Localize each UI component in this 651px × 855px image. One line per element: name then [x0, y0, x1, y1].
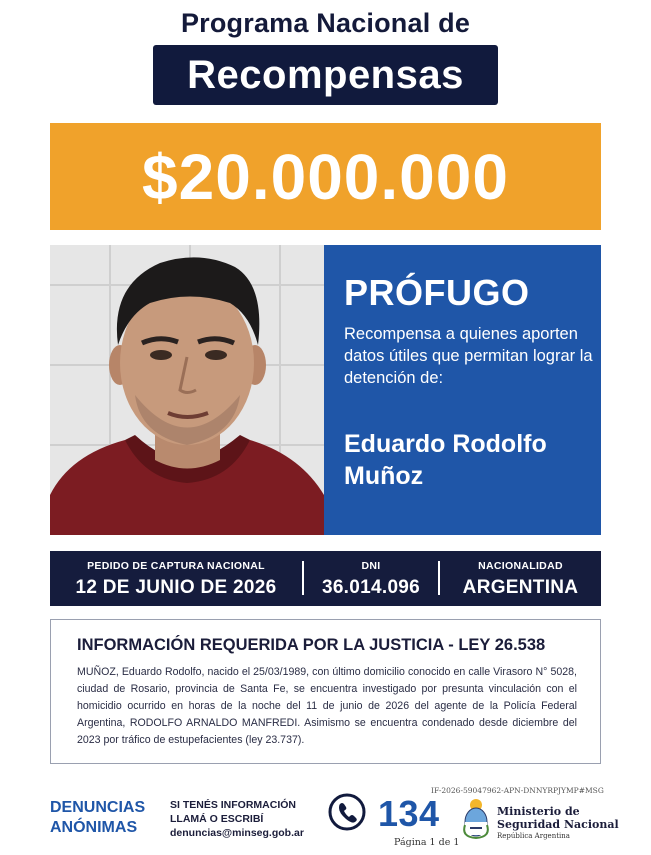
ministry-logo-text — [497, 805, 619, 841]
fugitive-name — [344, 428, 599, 492]
suspect-photo-illustration — [50, 245, 324, 535]
contact-line1: SI TENÉS INFORMACIÓN — [170, 799, 297, 811]
anonymous-reports-line2: ANÓNIMAS — [50, 819, 138, 836]
fugitive-status-title: PRÓFUGO — [344, 272, 530, 313]
dni-label: DNI — [361, 560, 381, 572]
capture-order-column — [50, 551, 302, 606]
header-title-box: Recompensas — [153, 45, 498, 105]
fugitive-panel — [324, 245, 601, 535]
capture-order-date: 12 DE JUNIO DE 2026 — [75, 577, 277, 598]
contact-email[interactable]: denuncias@minseg.gob.ar — [170, 827, 304, 839]
identity-info-bar — [50, 551, 601, 606]
page-number: Página 1 de 1 — [394, 837, 460, 848]
legal-title: INFORMACIÓN REQUERIDA POR LA JUSTICIA - LEY 26.538 — [77, 636, 546, 654]
nationality-column — [440, 551, 601, 606]
ministry-sub: República Argentina — [497, 832, 570, 840]
contact-info — [170, 798, 304, 840]
reward-description: Recompensa a quienes aporten datos útiles que permitan lograr la detención de: — [344, 325, 593, 387]
suspect-photo — [50, 245, 324, 535]
capture-order-label: PEDIDO DE CAPTURA NACIONAL — [87, 560, 265, 572]
argentina-coat-of-arms-icon — [461, 797, 491, 839]
header-title-line: Programa Nacional de — [180, 8, 471, 38]
reward-amount: $20.000.000 — [50, 123, 601, 230]
legal-info-box — [50, 619, 601, 764]
legal-body: MUÑOZ, Eduardo Rodolfo, nacido el 25/03/1989, con último domicilio conocido en calle Virasoro N° 5028, ciudad de Rosario, provincia de Santa Fe, se encuentra investigado por presunta vinculación con el homicidio ocurrido en horas de la noche del 11 de junio de 2026 del agente de la Policía Federal Argentina, RODOLFO ARNALDO MANFREDI. Asimismo se encuentra condenado desde diciembre del 2023 por tráfico de estupefacientes (ley 23.737). — [77, 666, 577, 746]
fugitive-name-first: Eduardo Rodolfo — [344, 430, 547, 458]
nationality-value: ARGENTINA — [462, 577, 579, 598]
fugitive-name-last: Muñoz — [344, 462, 424, 490]
contact-line2: LLAMÁ O ESCRIBÍ — [170, 813, 264, 825]
anonymous-reports-line1: DENUNCIAS — [50, 799, 146, 816]
anonymous-reports-label — [50, 798, 145, 838]
ministry-line2: Seguridad Nacional — [497, 818, 619, 831]
nationality-label: NACIONALIDAD — [478, 560, 563, 572]
dni-value: 36.014.096 — [321, 577, 421, 598]
document-code: IF-2026-59047962-APN-DNNYRPJYMP#MSG — [431, 786, 604, 795]
phone-number[interactable]: 134 — [378, 793, 440, 834]
phone-icon — [328, 793, 366, 831]
dni-column — [304, 551, 438, 606]
ministry-line1: Ministerio de — [497, 805, 580, 818]
